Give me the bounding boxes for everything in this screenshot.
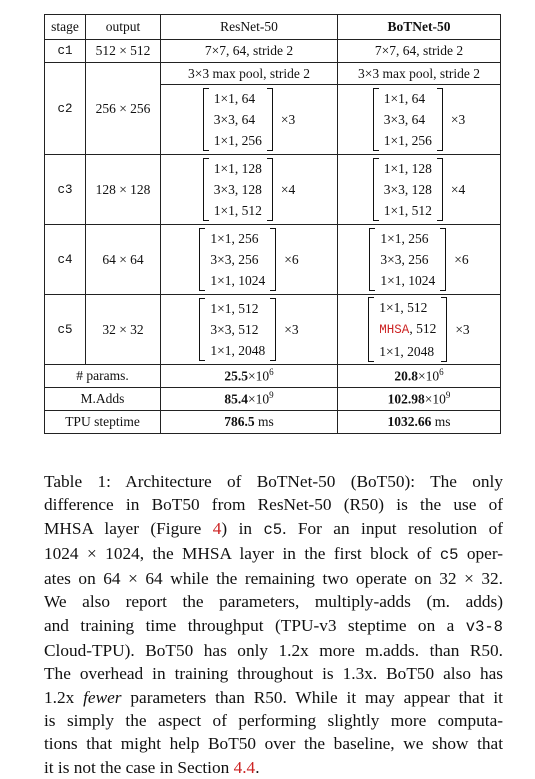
table-row-pool (45, 63, 501, 85)
code-text: v3-8 (465, 617, 503, 636)
figure-link[interactable]: 4 (212, 518, 222, 538)
caption-text: parameters than R50. While it may appear that it (121, 687, 503, 707)
stat-label: M.Adds (45, 388, 161, 411)
block-multiplier: ×4 (280, 181, 296, 197)
botnet-block-cell (338, 85, 501, 155)
caption-text: it is not the case in Section (44, 757, 234, 777)
block-line: 1×1, 512 (210, 301, 259, 316)
block-matrix (203, 88, 296, 151)
block-line: 1×1, 512 (213, 203, 262, 218)
caption-text: MHSA layer (Figure (44, 518, 213, 538)
block-matrix (203, 158, 296, 221)
block-line-mhsa (379, 318, 436, 341)
caption-text: oper- (458, 543, 504, 563)
caption-line: The overhead in training throughout is 1.3x. BoT50 also has (44, 664, 503, 684)
emphasis-text: fewer (83, 687, 122, 707)
block-matrix (373, 158, 466, 221)
block-line: 1×1, 256 (213, 133, 262, 148)
botnet-cell: 7×7, 64, stride 2 (338, 40, 501, 63)
stat-unit: ×10 (248, 391, 270, 407)
code-text: c5 (263, 520, 283, 539)
table-row-c1 (45, 40, 501, 63)
stat-unit: ×10 (424, 391, 446, 407)
botnet-params (338, 365, 501, 388)
caption-text: 1.2x (44, 687, 84, 707)
block-line: 3×3, 256 (380, 252, 429, 267)
output-size: 128 × 128 (86, 155, 161, 225)
botnet-block-cell (338, 155, 501, 225)
section-link[interactable]: 4.4 (233, 757, 256, 777)
table-row-c5 (45, 295, 501, 365)
block-line: 1×1, 2048 (379, 344, 435, 359)
mhsa-label: MHSA (379, 323, 410, 337)
stage-label: c3 (45, 155, 86, 225)
bracket (203, 88, 273, 151)
stat-value: 102.98 (387, 391, 425, 407)
resnet-block-cell (161, 295, 338, 365)
caption-line (44, 517, 503, 542)
caption-line (44, 686, 503, 709)
resnet-cell: 7×7, 64, stride 2 (161, 40, 338, 63)
block-matrix (368, 297, 469, 362)
stat-label: # params. (45, 365, 161, 388)
output-size: 256 × 256 (86, 63, 161, 155)
stage-label: c1 (45, 40, 86, 63)
stat-exponent: 6 (269, 367, 274, 378)
block-multiplier: ×3 (455, 321, 470, 337)
stat-unit: ms (431, 414, 451, 429)
block-multiplier: ×4 (450, 181, 466, 197)
caption-line: Cloud-TPU). BoT50 has only 1.2x more m.adds. than R50. (44, 641, 503, 661)
stat-value: 1032.66 (387, 414, 432, 429)
bracket (368, 297, 447, 362)
block-multiplier: ×3 (284, 321, 299, 337)
header-stage: stage (45, 15, 86, 40)
stat-value: 20.8 (394, 368, 418, 384)
stat-unit: ms (254, 414, 274, 429)
mhsa-suffix: , 512 (409, 321, 437, 336)
block-line: 1×1, 256 (380, 231, 429, 246)
block-line: 1×1, 1024 (380, 273, 436, 288)
block-multiplier: ×3 (280, 111, 296, 127)
stat-unit: ×10 (418, 368, 440, 384)
block-multiplier: ×3 (450, 111, 466, 127)
block-multiplier: ×6 (454, 251, 469, 267)
header-resnet: ResNet-50 (161, 15, 338, 40)
stat-exponent: 9 (445, 390, 451, 401)
caption-line: is simply the aspect of performing slightly more computa- (44, 710, 503, 730)
block-line: 1×1, 64 (213, 91, 256, 106)
table-row-steptime (45, 411, 501, 434)
block-matrix (369, 228, 468, 291)
resnet-block-cell (161, 155, 338, 225)
caption-line (44, 614, 503, 639)
stat-value: 786.5 (224, 414, 255, 429)
block-matrix (373, 88, 466, 151)
output-size: 512 × 512 (86, 40, 161, 63)
caption-line: Table 1: Architecture of BoTNet-50 (BoT50): The only (44, 472, 503, 491)
resnet-block-cell (161, 85, 338, 155)
block-line: 1×1, 128 (213, 161, 262, 176)
resnet-pool-cell: 3×3 max pool, stride 2 (161, 63, 338, 85)
block-line: 1×1, 256 (210, 231, 259, 246)
block-matrix (199, 298, 298, 361)
table-row-madds (45, 388, 501, 411)
caption-line: We also report the parameters, multiply-adds (m. adds) (44, 592, 503, 612)
botnet-steptime (338, 411, 501, 434)
block-multiplier: ×6 (284, 251, 299, 267)
block-line: 3×3, 128 (213, 182, 262, 197)
header-output: output (86, 15, 161, 40)
caption-text: 1024 × 1024, the MHSA layer in the first block of (44, 543, 440, 563)
stat-value: 25.5 (224, 368, 248, 384)
caption-line (44, 542, 503, 567)
stat-label: TPU steptime (45, 411, 161, 434)
block-line: 3×3, 512 (210, 322, 259, 337)
caption-line (44, 756, 503, 779)
stat-exponent: 6 (439, 367, 444, 378)
bracket (369, 228, 446, 291)
caption-text: ) in (221, 518, 264, 538)
table-row-c3 (45, 155, 501, 225)
resnet-block-cell (161, 225, 338, 295)
bracket (373, 88, 443, 151)
botnet-block-cell (338, 225, 501, 295)
block-line: 1×1, 1024 (210, 273, 266, 288)
table-row-c4 (45, 225, 501, 295)
botnet-madds (338, 388, 501, 411)
block-line: 3×3, 128 (383, 182, 432, 197)
table-caption (44, 470, 503, 779)
block-line: 3×3, 64 (213, 112, 256, 127)
output-size: 32 × 32 (86, 295, 161, 365)
caption-text: . For an input resolution of (282, 518, 503, 538)
table-row-params (45, 365, 501, 388)
block-line: 1×1, 512 (379, 300, 428, 315)
architecture-table-container (44, 14, 501, 434)
block-line: 1×1, 512 (383, 203, 432, 218)
block-line: 1×1, 64 (383, 91, 426, 106)
caption-text: . (255, 757, 260, 777)
block-line: 1×1, 128 (383, 161, 432, 176)
stat-unit: ×10 (248, 368, 270, 384)
stage-label: c2 (45, 63, 86, 155)
block-line: 1×1, 256 (383, 133, 432, 148)
code-text: c5 (439, 545, 459, 564)
stage-label: c4 (45, 225, 86, 295)
bracket (199, 298, 276, 361)
stat-value: 85.4 (224, 391, 248, 407)
caption-line: ates on 64 × 64 while the remaining two operate on 32 × 32. (44, 569, 503, 589)
botnet-block-cell (338, 295, 501, 365)
bracket (199, 228, 276, 291)
bracket (373, 158, 443, 221)
caption-line: difference in BoT50 from ResNet-50 (R50) is the use of (44, 495, 503, 515)
resnet-steptime (161, 411, 338, 434)
caption-text: and training time throughput (TPU-v3 steptime on a (44, 615, 466, 635)
botnet-pool-cell: 3×3 max pool, stride 2 (338, 63, 501, 85)
stat-exponent: 9 (269, 390, 274, 401)
table-header-row (45, 15, 501, 40)
caption-line: tions that might help BoT50 over the baseline, we show that (44, 734, 503, 754)
bracket (203, 158, 273, 221)
stage-label: c5 (45, 295, 86, 365)
block-line: 3×3, 64 (383, 112, 426, 127)
output-size: 64 × 64 (86, 225, 161, 295)
header-botnet: BoTNet-50 (338, 15, 501, 40)
block-line: 3×3, 256 (210, 252, 259, 267)
architecture-table (44, 14, 501, 434)
resnet-madds (161, 388, 338, 411)
resnet-params (161, 365, 338, 388)
block-line: 1×1, 2048 (210, 343, 266, 358)
block-matrix (199, 228, 298, 291)
